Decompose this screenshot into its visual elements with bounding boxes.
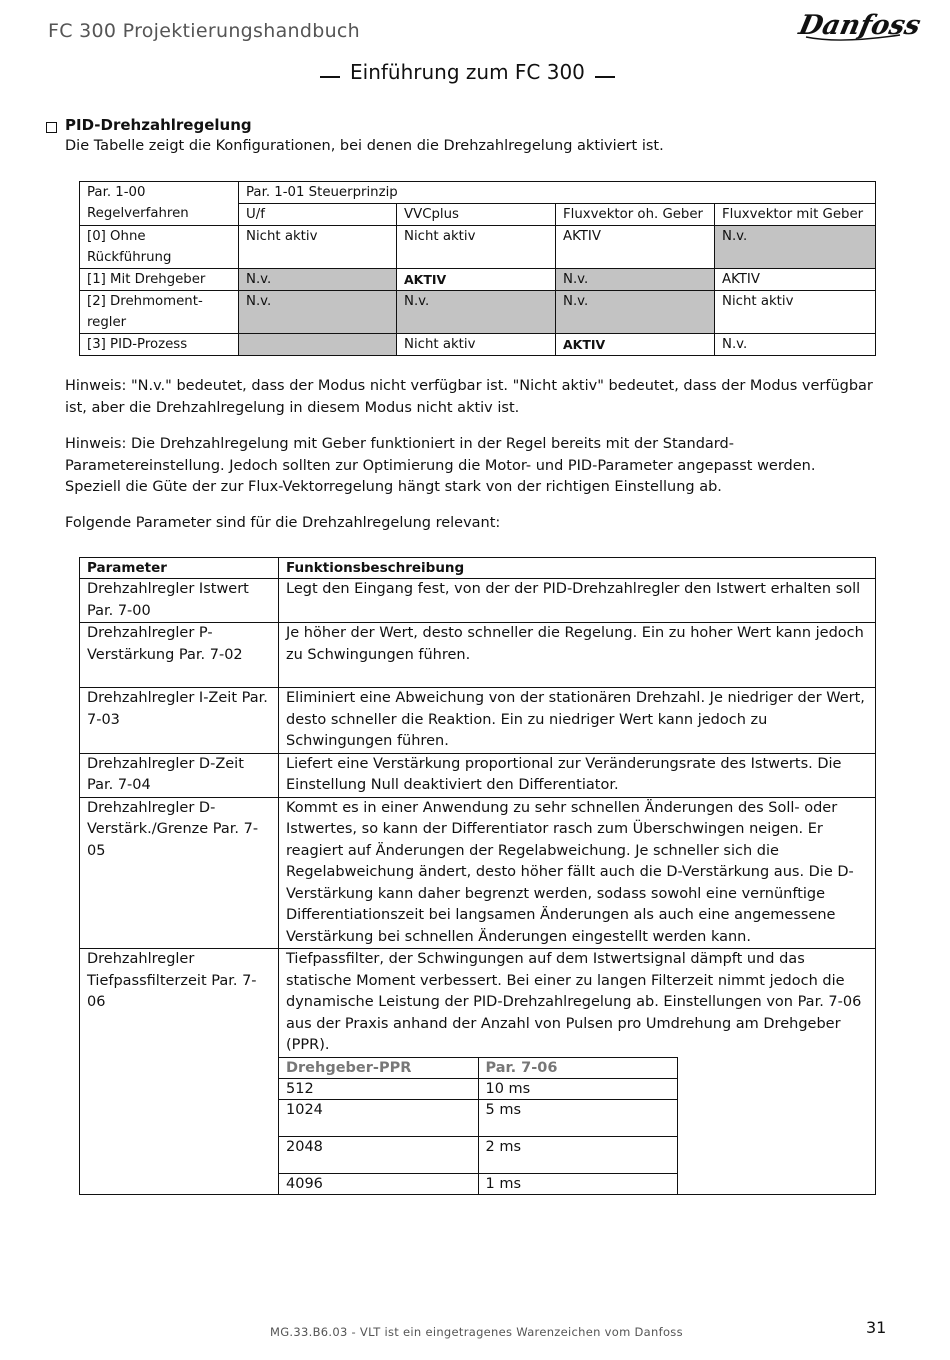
table-row (80, 269, 876, 291)
svg-text:Danfoss: Danfoss (796, 9, 924, 41)
table-cell: N.v. (715, 334, 876, 356)
table-row (279, 1078, 677, 1099)
table-row (80, 334, 876, 356)
param-description: Eliminiert eine Abweichung von der stationären Drehzahl. Je niedriger der Wert, desto schneller die Reaktion. Ein zu niedriger Wert kann jedoch zu Schwingungen führen. (279, 688, 876, 754)
param-name: Drehzahlregler D-Verstärk./Grenze Par. 7-05 (80, 797, 279, 949)
param-description-cell (279, 949, 876, 1195)
footer-text: MG.33.B6.03 - VLT ist ein eingetragenes Warenzeichen vom Danfoss (270, 1325, 683, 1339)
table-row (80, 182, 876, 204)
column-header: Fluxvektor mit Geber (715, 204, 876, 226)
table-cell: Nicht aktiv (239, 226, 397, 269)
chapter-title: Einführung zum FC 300 (350, 60, 585, 84)
param-description: Kommt es in einer Anwendung zu sehr schnellen Änderungen des Soll- oder Istwertes, so kann der Differentiator rasch zum Überschwingen neigen. Er reagiert auf Änderungen der Regelabweichung. Je schneller sich die Regelabweichung ändert, desto höher fällt auch die D-Verstärkung aus. Die D-Verstärkung kann daher begrenzt werden, sodass sowohl eine vernünftige Differentiationszeit bei langsamen Änderungen als auch eine angemessene Verstärkung bei schnellen Änderungen eingestellt werden kann. (279, 797, 876, 949)
config-table (79, 181, 876, 356)
table-cell: Nicht aktiv (715, 291, 876, 334)
filter-time: 10 ms (478, 1078, 677, 1099)
table-cell: AKTIV (397, 269, 556, 291)
table-row (80, 753, 876, 797)
column-header: U/f (239, 204, 397, 226)
table-row (80, 797, 876, 949)
table-cell: Nicht aktiv (397, 334, 556, 356)
parameter-table (79, 557, 876, 1195)
table-cell: Nicht aktiv (397, 226, 556, 269)
group-header: Par. 1-01 Steuerprinzip (239, 182, 876, 204)
table-cell: AKTIV (715, 269, 876, 291)
param-description: Liefert eine Verstärkung proportional zur Veränderungsrate des Istwerts. Die Einstellung Null deaktiviert den Differentiator. (279, 753, 876, 797)
danfoss-logo (796, 4, 924, 48)
param-name: Drehzahlregler Tiefpassfilterzeit Par. 7-06 (80, 949, 279, 1195)
row-label: [2] Drehmoment-regler (80, 291, 239, 334)
section-title: PID-Drehzahlregelung (65, 116, 252, 134)
ppr-value: 2048 (279, 1136, 478, 1173)
table-row (80, 623, 876, 688)
page-number: 31 (866, 1318, 887, 1337)
document-title: FC 300 Projektierungshandbuch (48, 20, 361, 42)
table-cell: N.v. (239, 269, 397, 291)
table-row (80, 579, 876, 623)
row-label: [0] Ohne Rückführung (80, 226, 239, 269)
table-row (80, 291, 876, 334)
ppr-value: 512 (279, 1078, 478, 1099)
column-header: Parameter (80, 558, 279, 579)
lead-text: Folgende Parameter sind für die Drehzahlregelung relevant: (65, 515, 501, 531)
note-availability: Hinweis: "N.v." bedeutet, dass der Modus nicht verfügbar ist. "Nicht aktiv" bedeutet, dass der Modus verfügbar ist, aber die Drehzahlregelung in diesem Modus nicht aktiv ist. (65, 378, 873, 416)
table-cell (239, 334, 397, 356)
table-cell: N.v. (556, 291, 715, 334)
param-name: Drehzahlregler P-Verstärkung Par. 7-02 (80, 623, 279, 688)
corner-label-2: Regelverfahren (87, 206, 189, 221)
table-row (80, 688, 876, 754)
table-cell: N.v. (715, 226, 876, 269)
table-header-row (80, 558, 876, 579)
rule-right (595, 76, 615, 78)
table-cell: AKTIV (556, 334, 715, 356)
table-cell: N.v. (239, 291, 397, 334)
param-name: Drehzahlregler Istwert Par. 7-00 (80, 579, 279, 623)
param-description: Tiefpassfilter, der Schwingungen auf dem Istwertsignal dämpft und das statische Moment verbessert. Bei einer zu langen Filterzeit nimmt jedoch die dynamische Leistung der PID-Drehzahlregelung ab. Einstellungen von Par. 7-06 aus der Praxis anhand der Anzahl von Pulsen pro Umdrehung am Drehgeber (PPR). (286, 951, 862, 1053)
rule-left (320, 76, 340, 78)
checkbox-bullet-icon (46, 122, 57, 133)
table-row (80, 949, 876, 1195)
column-header: Drehgeber-PPR (279, 1057, 478, 1078)
ppr-table (279, 1057, 678, 1194)
filter-time: 5 ms (478, 1099, 677, 1136)
section-intro: Die Tabelle zeigt die Konfigurationen, bei denen die Drehzahlregelung aktiviert ist. (65, 138, 664, 154)
table-cell: N.v. (556, 269, 715, 291)
table-row (279, 1173, 677, 1194)
corner-cell (80, 182, 239, 226)
column-header: Fluxvektor oh. Geber (556, 204, 715, 226)
column-header: Par. 7-06 (478, 1057, 677, 1078)
note-encoder: Hinweis: Die Drehzahlregelung mit Geber funktioniert in der Regel bereits mit der Standard-Parametereinstellung. Jedoch sollten zur Optimierung die Motor- und PID-Parameter angepasst werden. Speziell die Güte der zur Flux-Vektorregelung hängt stark von der richtigen Einstellung ab. (65, 436, 816, 495)
table-cell: N.v. (397, 291, 556, 334)
filter-time: 2 ms (478, 1136, 677, 1173)
table-row (279, 1136, 677, 1173)
column-header: Funktionsbeschreibung (279, 558, 876, 579)
table-header-row (279, 1057, 677, 1078)
row-label: [3] PID-Prozess (80, 334, 239, 356)
table-cell: AKTIV (556, 226, 715, 269)
column-header: VVCplus (397, 204, 556, 226)
row-label: [1] Mit Drehgeber (80, 269, 239, 291)
corner-label: Par. 1-00 (87, 185, 146, 200)
param-name: Drehzahlregler I-Zeit Par. 7-03 (80, 688, 279, 754)
filter-time: 1 ms (478, 1173, 677, 1194)
ppr-value: 4096 (279, 1173, 478, 1194)
param-name: Drehzahlregler D-Zeit Par. 7-04 (80, 753, 279, 797)
ppr-value: 1024 (279, 1099, 478, 1136)
param-description: Je höher der Wert, desto schneller die Regelung. Ein zu hoher Wert kann jedoch zu Schwingungen führen. (279, 623, 876, 688)
param-description: Legt den Eingang fest, von der der PID-Drehzahlregler den Istwert erhalten soll (279, 579, 876, 623)
chapter-heading (320, 60, 615, 84)
table-row (80, 226, 876, 269)
table-row (279, 1099, 677, 1136)
